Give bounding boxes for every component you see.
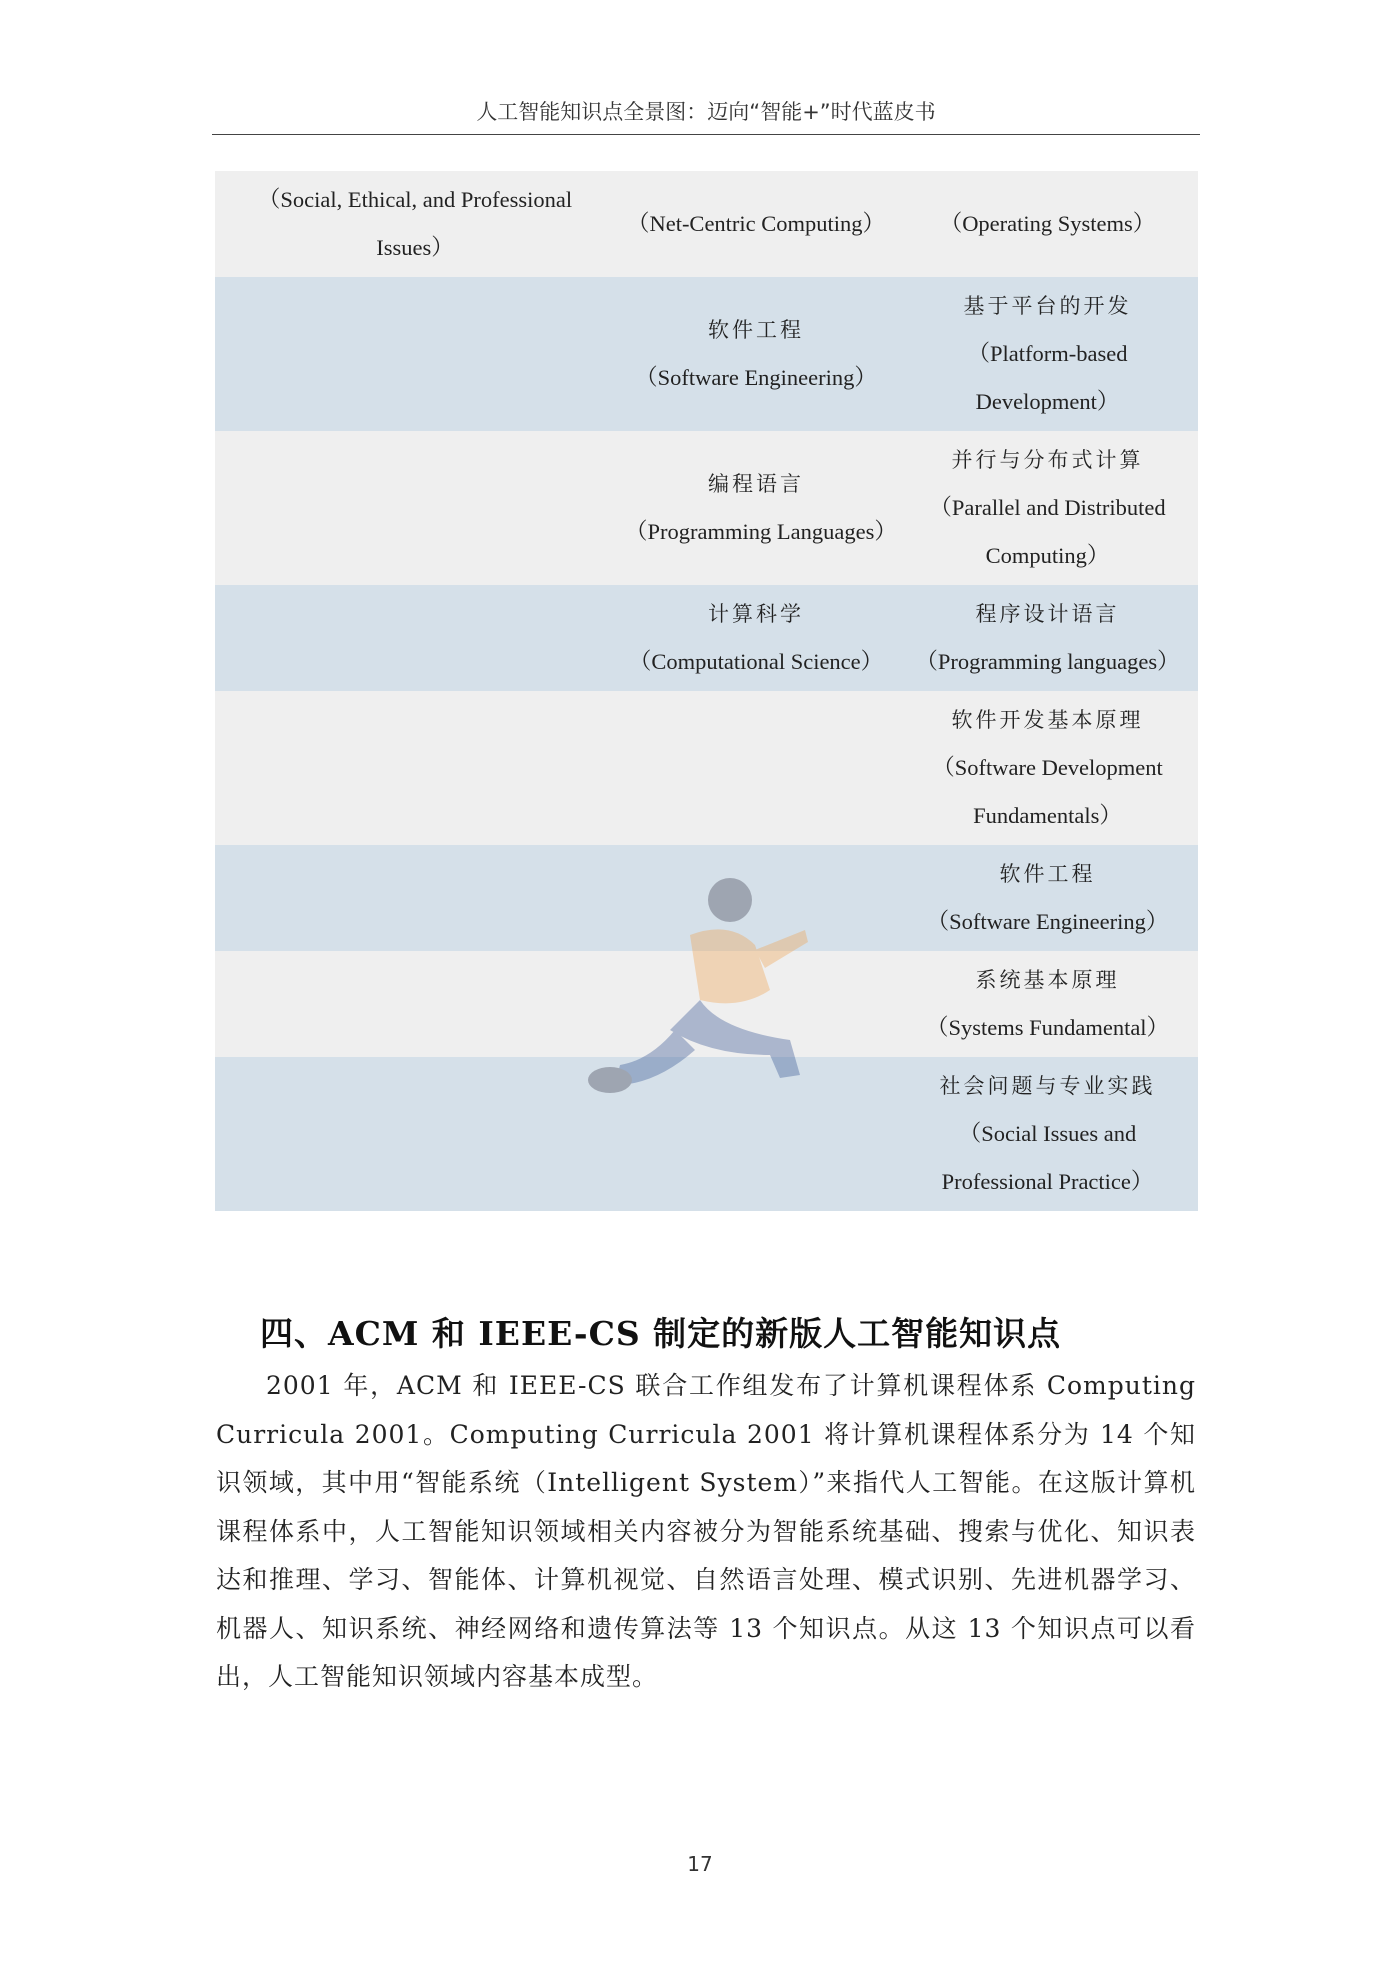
table-cell-col-2	[615, 691, 897, 845]
table-row	[215, 845, 1198, 951]
table-row	[215, 171, 1198, 277]
table-cell-col-1	[215, 585, 615, 691]
cell-chinese-label: 程序设计语言	[975, 602, 1120, 626]
table-cell-col-3	[897, 171, 1198, 277]
header-rule	[212, 134, 1200, 135]
cell-english-label: （Systems Fundamental）	[925, 1015, 1170, 1040]
table-cell-col-3	[897, 691, 1198, 845]
table-cell-col-1	[215, 845, 615, 951]
table-row	[215, 277, 1198, 431]
table-cell-col-2	[615, 277, 897, 431]
table-cell-col-2	[615, 951, 897, 1057]
table-cell-col-2	[615, 1057, 897, 1211]
table-row	[215, 431, 1198, 585]
cell-chinese-label: 并行与分布式计算	[951, 448, 1144, 472]
cell-english-label: （Programming Languages）	[625, 519, 897, 544]
cell-english-label: （Net-Centric Computing）	[626, 211, 886, 236]
table-cell-col-1	[215, 1057, 615, 1211]
page-number: 17	[687, 1852, 713, 1876]
table-cell-col-1	[215, 277, 615, 431]
cell-english-label: （Parallel and Distributed Computing）	[929, 495, 1166, 568]
table-cell-col-3	[897, 585, 1198, 691]
table-cell-col-3	[897, 845, 1198, 951]
cell-chinese-label: 计算科学	[708, 602, 804, 626]
cell-chinese-label: 软件工程	[708, 318, 804, 342]
table-row	[215, 585, 1198, 691]
table-row	[215, 1057, 1198, 1211]
cell-chinese-label: 基于平台的开发	[963, 294, 1132, 318]
table-cell-col-3	[897, 951, 1198, 1057]
running-header: 人工智能知识点全景图：迈向“智能+”时代蓝皮书	[476, 100, 936, 124]
table-row	[215, 691, 1198, 845]
cell-english-label: （Software Development Fundamentals）	[932, 755, 1163, 828]
cell-english-label: （Software Engineering）	[635, 365, 877, 390]
cell-english-label: （Operating Systems）	[939, 211, 1156, 236]
cell-chinese-label: 社会问题与专业实践	[939, 1074, 1156, 1098]
table-cell-col-2	[615, 585, 897, 691]
table-cell-col-1	[215, 171, 615, 277]
cell-chinese-label: 软件工程	[999, 862, 1096, 886]
cell-english-label: （Social Issues and Professional Practice）	[941, 1121, 1154, 1194]
table-cell-col-1	[215, 691, 615, 845]
section-heading: 四、ACM 和 IEEE-CS 制定的新版人工智能知识点	[260, 1314, 1062, 1353]
cell-english-label: （Computational Science）	[628, 649, 884, 674]
table-cell-col-3	[897, 431, 1198, 585]
table-cell-col-2	[615, 171, 897, 277]
table-cell-col-1	[215, 951, 615, 1057]
knowledge-area-table	[215, 171, 1198, 1211]
table-row	[215, 951, 1198, 1057]
table-cell-col-2	[615, 431, 897, 585]
cell-english-label: （Social, Ethical, and Professional Issues）	[257, 187, 573, 260]
cell-english-label: （Platform-based Development）	[967, 341, 1128, 414]
cell-english-label: （Software Engineering）	[926, 909, 1169, 934]
table-cell-col-3	[897, 1057, 1198, 1211]
cell-chinese-label: 系统基本原理	[975, 968, 1120, 992]
table-cell-col-3	[897, 277, 1198, 431]
cell-chinese-label: 软件开发基本原理	[951, 708, 1144, 732]
cell-english-label: （Programming languages）	[915, 649, 1180, 674]
body-paragraph: 2001 年，ACM 和 IEEE-CS 联合工作组发布了计算机课程体系 Computing Curricula 2001。Computing Curricula 2001 将计算机课程体系分为 14 个知识领域，其中用“智能系统（Intelligent System）”来指代人工智能。在这版计算机课程体系中，人工智能知识领域相关内容被分为智能系统基础、搜索与优化、知识表达和推理、学习、智能体、计算机视觉、自然语言处理、模式识别、先进机器学习、机器人、知识系统、神经网络和遗传算法等 13 个知识点。从这 13 个知识点可以看出，人工智能知识领域内容基本成型。	[216, 1371, 1196, 1691]
table-cell-col-1	[215, 431, 615, 585]
table-cell-col-2	[615, 845, 897, 951]
cell-chinese-label: 编程语言	[708, 472, 804, 496]
